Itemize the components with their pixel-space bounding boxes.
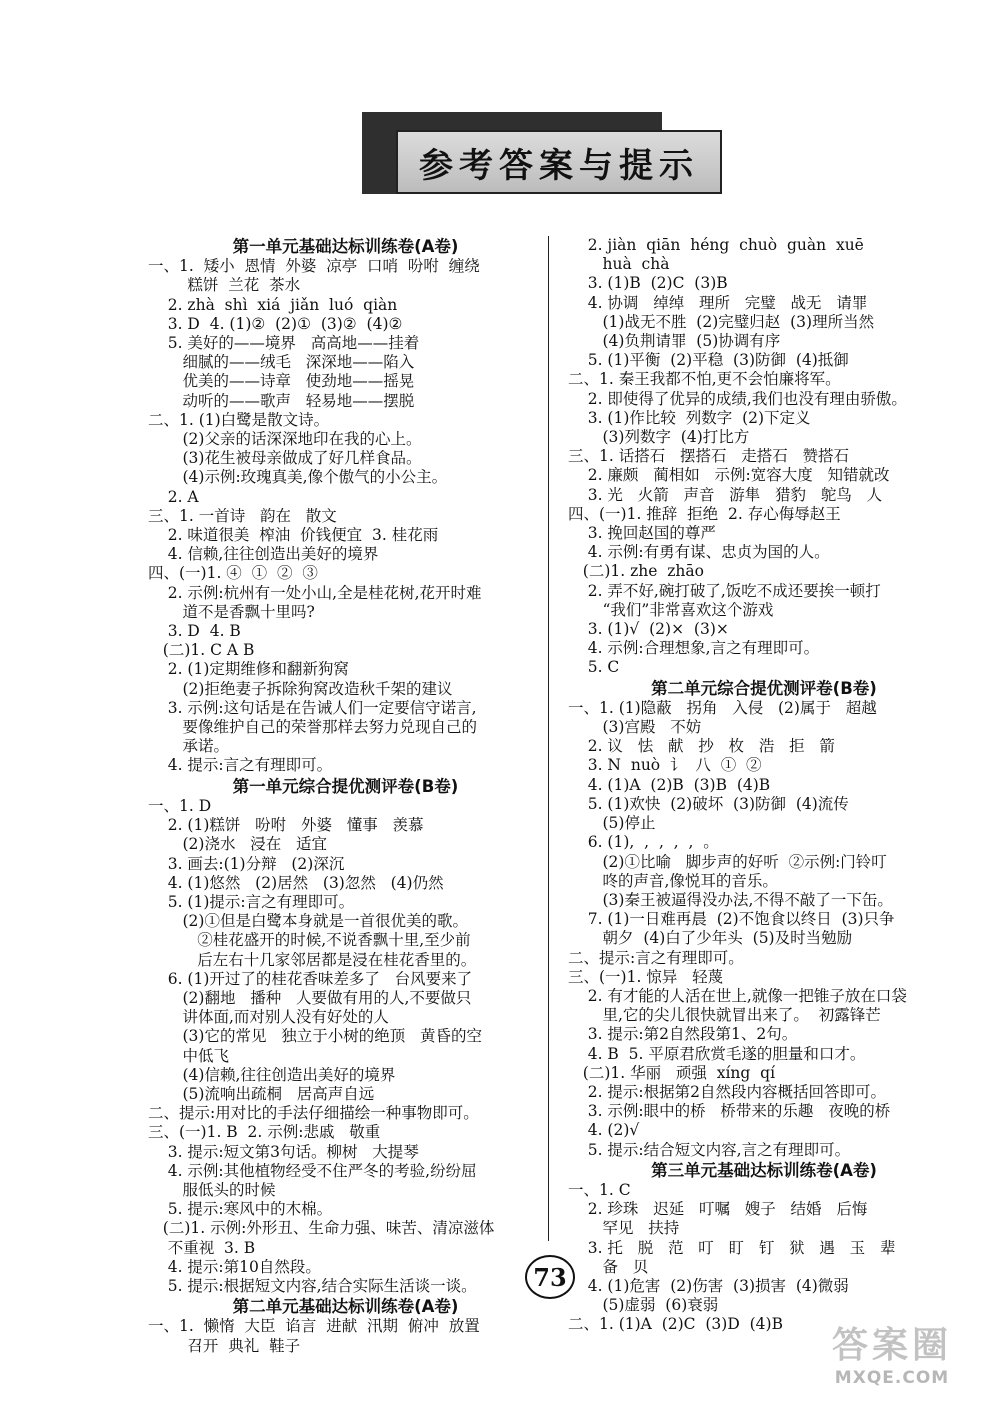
answer-line: (4)示例:玫瑰真美,像个傲气的小公主。: [148, 468, 448, 487]
answer-line: 咚的声音,像悦耳的音乐。: [568, 871, 778, 890]
answer-line: 3. D 4. (1)② (2)① (3)② (4)②: [148, 314, 403, 333]
answer-line: (3)秦王被逼得没办法,不得不敲了一下缶。: [568, 890, 893, 909]
answer-line: (二)1. 华丽 顽强 xíng qí: [568, 1063, 776, 1082]
section-title: 第三单元基础达标训练卷(A卷): [651, 1160, 877, 1180]
answer-line: 召开 典礼 鞋子: [148, 1336, 301, 1355]
answer-line: 里,它的尖儿很快就冒出来了。 初露锋芒: [568, 1006, 881, 1025]
answer-line: 一、1. (1)隐蔽 拐角 入侵 (2)属于 超越: [568, 698, 877, 717]
answer-line: 3. 示例:眼中的桥 桥带来的乐趣 夜晚的桥: [568, 1102, 891, 1121]
page-number: [518, 1252, 582, 1302]
answer-line: (1)战无不胜 (2)完璧归赵 (3)理所当然: [568, 312, 875, 331]
answer-line: 6. (1), , , , , 。: [568, 833, 719, 852]
answer-line: 3. 提示:短文第3句话。柳树 大提琴: [148, 1142, 419, 1161]
answer-line: 承诺。: [148, 737, 229, 756]
answer-line: 4. 示例:其他植物经受不住严冬的考验,纷纷屈: [148, 1161, 477, 1180]
answer-line: 罕见 扶持: [568, 1219, 680, 1238]
answer-line: 2. jiàn qiān héng chuò guàn xuē: [568, 236, 864, 254]
answer-line: huà chà: [568, 255, 670, 274]
answer-line: 3. 托 脱 范 叮 盯 钉 狱 遇 玉 辈: [568, 1238, 896, 1257]
answer-column-left: [148, 236, 543, 1356]
answer-line: (3)它的常见 独立于小树的绝顶 黄昏的空: [148, 1027, 483, 1046]
answer-line: 一、1. D: [148, 796, 212, 815]
answer-line: 3. 示例:这句话是在告诫人们一定要信守诺言,: [148, 698, 477, 717]
section-title: 第一单元综合提优测评卷(B卷): [232, 776, 459, 796]
answer-line: 5. (1)提示:言之有理即可。: [148, 892, 355, 911]
section-title: 第二单元综合提优测评卷(B卷): [651, 678, 877, 698]
answer-line: (4)负荆请罪 (5)协调有序: [568, 332, 781, 351]
answer-line: 5. 提示:结合短文内容,言之有理即可。: [568, 1140, 851, 1159]
answer-line: 5. 美好的——境界 高高地——挂着: [148, 334, 420, 353]
answer-line: 4. 提示:言之有理即可。: [148, 756, 333, 775]
watermark-logo: 答案圈: [831, 1325, 952, 1366]
page-title: 参考答案与提示: [396, 130, 722, 194]
answer-line: 一、1. C: [568, 1180, 631, 1199]
answer-line: (2)浇水 浸在 适宜: [148, 835, 328, 854]
answer-line: 4. B 5. 平原君欣赏毛遂的胆量和口才。: [568, 1044, 866, 1063]
answer-line: 3. D 4. B: [148, 622, 241, 641]
answer-line: 2. 示例:杭州有一处小山,全是桂花树,花开时难: [148, 583, 482, 602]
answer-line: 四、(一)1. ④ ① ② ③: [148, 564, 318, 583]
answer-line: 2. 议 怯 献 抄 枚 浩 拒 箭: [568, 737, 835, 756]
answer-line: 2. 廉颇 蔺相如 示例:宽容大度 知错就改: [568, 466, 890, 485]
answer-line: 2. (1)糕饼 吩咐 外婆 懂事 羡慕: [148, 816, 424, 835]
answer-line: 2. 提示:根据第2自然段内容概括回答即可。: [568, 1082, 887, 1101]
answer-line: 5. (1)平衡 (2)平稳 (3)防御 (4)抵御: [568, 351, 849, 370]
page-number-badge: [525, 1255, 575, 1299]
answer-line: 4. (2)√: [568, 1121, 640, 1140]
answer-line: 5. 提示:根据短文内容,结合实际生活谈一谈。: [148, 1276, 477, 1295]
answer-line: 4. 提示:第10自然段。: [148, 1257, 321, 1276]
answer-line: 3. (1)√ (2)× (3)×: [568, 620, 729, 639]
answer-line: 三、1. 话搭石 摆搭石 走搭石 赞搭石: [568, 447, 850, 466]
answer-line: (3)宫殿 不妨: [568, 718, 702, 737]
answer-line: 要像维护自己的荣誉那样去努力兑现自己的: [148, 718, 477, 737]
answer-line: 优美的——诗章 使劲地——摇晃: [148, 372, 415, 391]
answer-line: (3)列数字 (4)打比方: [568, 428, 750, 447]
answer-line: (2)翻地 播种 人要做有用的人,不要做只: [148, 988, 472, 1007]
answer-line: 动听的——歌声 轻易地——摆脱: [148, 391, 415, 410]
answer-line: 三、(一)1. 惊异 轻蔑: [568, 967, 724, 986]
answer-line: 4. 示例:合理想象,言之有理即可。: [568, 639, 820, 658]
answer-line: 3. (1)B (2)C (3)B: [568, 274, 728, 293]
answer-line: 一、1. 矮小 恩情 外婆 凉亭 口哨 吩咐 缠绕: [148, 257, 480, 276]
answer-line: 二、1. (1)白鹭是散文诗。: [148, 410, 330, 429]
answer-line: 2. zhà shì xiá jiǎn luó qiàn: [148, 295, 398, 314]
answer-line: 3. (1)作比较 列数字 (2)下定义: [568, 408, 811, 427]
answer-line: 5. C: [568, 658, 620, 677]
watermark-url: MXQE.COM: [834, 1368, 950, 1388]
answer-line: 四、(一)1. 推辞 拒绝 2. 存心侮辱赵王: [568, 504, 841, 523]
answer-line: (4)信赖,往往创造出美好的境界: [148, 1065, 396, 1084]
answer-line: (2)父亲的话深深地印在我的心上。: [148, 430, 422, 449]
answer-line: 4. 示例:有勇有谋、忠贞为国的人。: [568, 543, 830, 562]
answer-line: (二)1. C A B: [148, 641, 255, 660]
answer-line: 3. N nuò 讠 八 ① ②: [568, 756, 762, 775]
answer-line: 2. A: [148, 487, 199, 506]
answer-line: 服低头的时候: [148, 1180, 276, 1199]
answer-line: (3)花生被母亲做成了好几样食品。: [148, 449, 422, 468]
answer-line: 4. (1)悠然 (2)居然 (3)忽然 (4)仍然: [148, 873, 444, 892]
answer-line: 三、1. 一首诗 韵在 散文: [148, 506, 337, 525]
answer-line: 7. (1)一日难再晨 (2)不饱食以终日 (3)只争: [568, 910, 895, 929]
answer-line: 2. (1)定期维修和翻新狗窝: [148, 660, 349, 679]
answer-line: (二)1. 示例:外形丑、生命力强、味苦、清凉滋体: [148, 1219, 495, 1238]
answer-line: 二、提示:言之有理即可。: [568, 948, 744, 967]
answer-line: 5. 提示:寒风中的木棉。: [148, 1200, 333, 1219]
answer-line: 3. 光 火箭 声音 游隼 猎豹 鸵鸟 人: [568, 485, 883, 504]
answer-line: 2. 珍珠 迟延 叮嘱 嫂子 结婚 后悔: [568, 1200, 868, 1219]
answer-line: 二、1. 秦王我都不怕,更不会怕廉将军。: [568, 370, 841, 389]
answer-line: 细腻的——绒毛 深深地——陷入: [148, 353, 415, 372]
answer-line: 朝夕 (4)白了少年头 (5)及时当勉励: [568, 929, 853, 948]
answer-column-right: [568, 236, 960, 1335]
answer-line: 不重视 3. B: [148, 1238, 256, 1257]
answer-line: 4. (1)危害 (2)伤害 (3)损害 (4)微弱: [568, 1276, 849, 1295]
column-divider: [548, 236, 549, 1241]
answer-line: (2)①但是白鹭本身就是一首很优美的歌。: [148, 912, 468, 931]
answer-line: 2. 有才能的人活在世上,就像一把锥子放在口袋: [568, 986, 907, 1005]
answer-line: 3. 挽回赵国的尊严: [568, 524, 716, 543]
answer-line: 一、1. 懒惰 大臣 谄言 进献 汛期 俯冲 放置: [148, 1317, 480, 1336]
answer-line: ②桂花盛开的时候,不说香飘十里,至少前: [148, 931, 471, 950]
answer-line: 5. (1)欢快 (2)破坏 (3)防御 (4)流传: [568, 794, 849, 813]
answer-line: 4. 协调 绰绰 理所 完璧 战无 请罪: [568, 293, 868, 312]
answer-line: (5)虚弱 (6)衰弱: [568, 1296, 719, 1315]
answer-line: 讲体面,而对别人没有好处的人: [148, 1008, 389, 1027]
answer-line: (2)拒绝妻子拆除狗窝改造秋千架的建议: [148, 679, 453, 698]
section-title: 第一单元基础达标训练卷(A卷): [232, 237, 459, 256]
answer-line: 3. 提示:第2自然段第1、2句。: [568, 1025, 798, 1044]
answer-line: 3. 画去:(1)分辩 (2)深沉: [148, 854, 345, 873]
answer-line: 2. 味道很美 榨油 价钱便宜 3. 桂花雨: [148, 526, 439, 545]
answer-line: (2)①比喻 脚步声的好听 ②示例:门铃叮: [568, 852, 887, 871]
page-number-text: 73: [533, 1262, 567, 1292]
answer-line: 4. 信赖,往往创造出美好的境界: [148, 545, 379, 564]
section-title: 第二单元基础达标训练卷(A卷): [232, 1297, 459, 1317]
answer-line: 三、(一)1. B 2. 示例:悲戚 敬重: [148, 1123, 381, 1142]
answer-line: 4. (1)A (2)B (3)B (4)B: [568, 775, 771, 794]
answer-line: 二、1. (1)A (2)C (3)D (4)B: [568, 1315, 783, 1334]
answer-line: 二、提示:用对比的手法仔细描绘一种事物即可。: [148, 1104, 479, 1123]
answer-line: 2. 即使得了优异的成绩,我们也没有理由骄傲。: [568, 389, 907, 408]
answer-line: “我们”非常喜欢这个游戏: [568, 600, 774, 619]
answer-line: 6. (1)开过了的桂花香味差多了 台风要来了: [148, 969, 473, 988]
answer-line: 备 贝: [568, 1257, 649, 1276]
answer-line: 中低飞: [148, 1046, 229, 1065]
answer-line: 后左右十几家邻居都是浸在桂花香里的。: [148, 950, 477, 969]
answer-line: (5)流响出疏桐 居高声自远: [148, 1084, 375, 1103]
answer-line: 道不是香飘十里吗?: [148, 602, 315, 621]
answer-line: 糕饼 兰花 茶水: [148, 276, 301, 295]
answer-line: (5)停止: [568, 814, 656, 833]
watermark: [802, 1317, 982, 1387]
answer-line: (二)1. zhe zhāo: [568, 562, 704, 581]
answer-line: 2. 弄不好,碗打破了,饭吃不成还要挨一顿打: [568, 581, 881, 600]
